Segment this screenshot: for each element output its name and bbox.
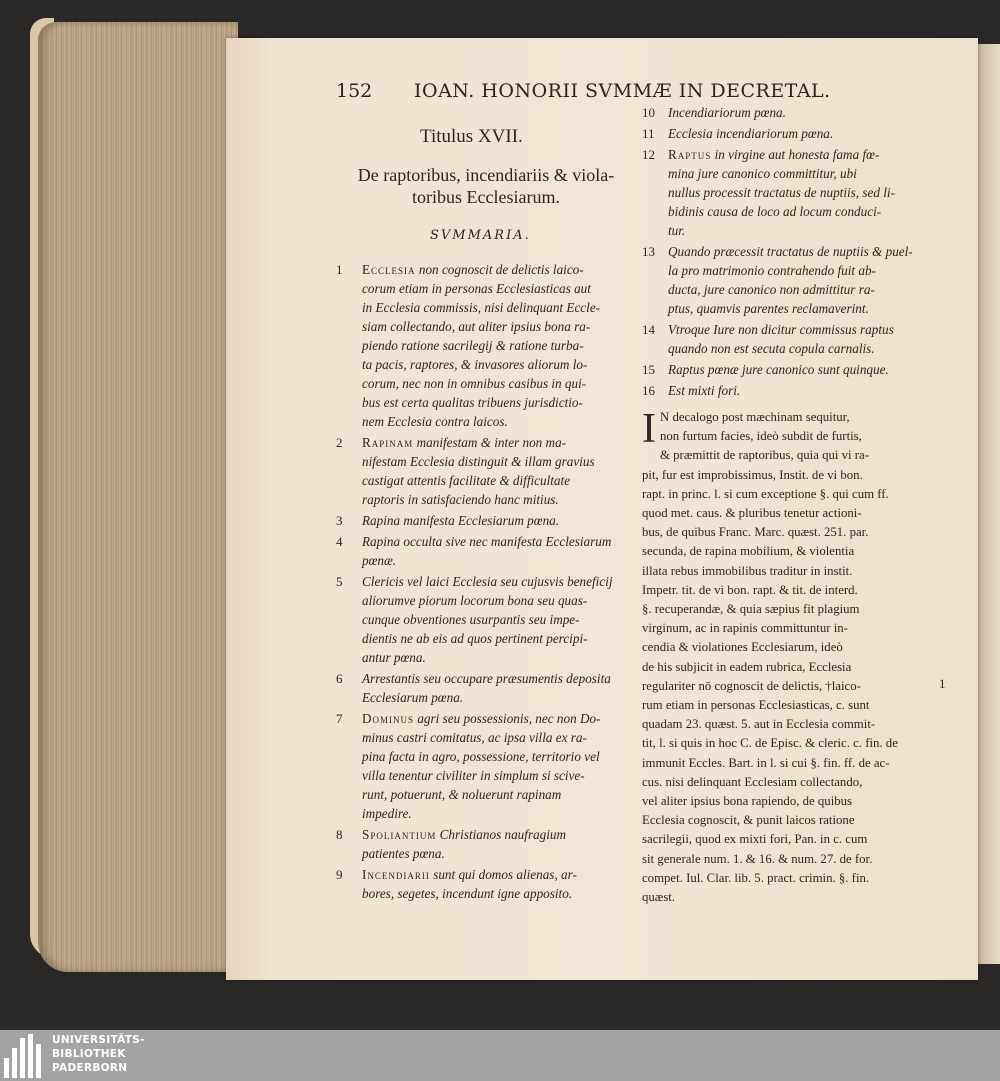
entry-line: ptus, quamvis parentes reclamaverint. xyxy=(668,301,869,316)
library-name-line: BIBLIOTHEK xyxy=(52,1048,126,1060)
entry-line: nullus processit tractatus de nuptiis, sed li- xyxy=(668,185,895,200)
entry-line: raptoris in satisfaciendo hanc mitius. xyxy=(362,492,559,507)
entry-line: piendo ratione sacrilegij & ratione turba- xyxy=(362,338,584,353)
entry-line: Incendiariorum pœna. xyxy=(668,105,786,120)
entry-line xyxy=(362,865,636,884)
entry-line: Arrestantis seu occupare præsumentis deposita xyxy=(362,671,611,686)
summaria-entry xyxy=(642,360,937,379)
entry-line: ta pacis, raptores, & invasores aliorum lo- xyxy=(362,357,588,372)
entry-line xyxy=(362,709,636,728)
entry-line: Rapina manifesta Ecclesiarum pœna. xyxy=(362,513,560,528)
footer-bar xyxy=(0,1030,1000,1081)
body-line: N decalogo post mæchinam sequitur, xyxy=(660,410,850,424)
body-line: sit generale num. 1. & 16. & num. 27. de for. xyxy=(642,851,873,866)
entry-line xyxy=(362,260,636,279)
entry-line: bus est certa qualitas tribuens jurisdictio- xyxy=(362,395,583,410)
entry-line: aliorumve piorum locorum bona seu quas- xyxy=(362,593,588,608)
entry-line xyxy=(668,145,937,164)
entry-line: corum, nec non in omnibus casibus in qui- xyxy=(362,376,587,391)
entry-line: in Ecclesia commissis, nisi delinquant Eccle- xyxy=(362,300,601,315)
summaria-heading: SVMMARIA. xyxy=(430,228,531,243)
entry-line: minus castri comitatus, ac ipsa villa ex ra- xyxy=(362,730,587,745)
entry-text xyxy=(668,103,937,122)
entry-line: Ecclesia incendiariorum pœna. xyxy=(668,126,834,141)
summaria-entry xyxy=(642,242,937,318)
entry-line-text: sunt qui domos alienas, ar- xyxy=(433,867,577,882)
body-line: compet. Iul. Clar. lib. 5. pract. crimin. §. fin. xyxy=(642,870,870,885)
running-head: IOAN. HONORII SVMMÆ IN DECRETAL. xyxy=(414,80,831,102)
entry-number: 10 xyxy=(642,105,655,120)
library-name-line: PADERBORN xyxy=(52,1062,128,1074)
titulus-heading: Titulus XVII. xyxy=(420,126,523,147)
entry-line-text: agri seu possessionis, nec non Do- xyxy=(417,711,601,726)
entry-line: tur. xyxy=(668,223,686,238)
subtitle-line: De raptoribus, incendiariis & viola- xyxy=(357,165,615,185)
entry-line: Quando præcessit tractatus de nuptiis & puel- xyxy=(668,244,913,259)
entry-number: 14 xyxy=(642,322,655,337)
page-number: 152 xyxy=(336,80,373,102)
entry-line: nem Ecclesia contra laicos. xyxy=(362,414,508,429)
entry-text xyxy=(362,669,636,707)
entry-text xyxy=(668,124,937,143)
body-lines xyxy=(642,408,932,907)
entry-line xyxy=(362,825,636,844)
summaria-entry xyxy=(336,825,636,863)
entry-number: 12 xyxy=(642,147,655,162)
entry-line: Clericis vel laici Ecclesia seu cujusvis beneficij xyxy=(362,574,613,589)
body-line: virginum, ac in rapinis committuntur in- xyxy=(642,621,848,636)
entry-line: ducta, jure canonico non admittitur ra- xyxy=(668,282,875,297)
body-line: de his subjicit in eadem rubrica, Ecclesia xyxy=(642,659,852,674)
entry-line-text: non cognoscit de delictis laico- xyxy=(418,262,584,277)
entry-text xyxy=(362,865,636,903)
entry-lead-word: Ecclesia xyxy=(362,262,416,277)
body-line: non furtum facies, ideò subdit de furtis, xyxy=(660,429,862,444)
summaria-entry xyxy=(336,511,636,530)
entry-line: la pro matrimonio contrahendo fuit ab- xyxy=(668,263,876,278)
body-line: quæst. xyxy=(642,890,676,905)
body-line: bus, de quibus Franc. Marc. quæst. 251. par. xyxy=(642,525,869,540)
entry-line: Vtroque Iure non dicitur commissus raptus xyxy=(668,322,894,337)
entry-text xyxy=(668,145,937,240)
summaria-entry xyxy=(642,145,937,240)
summaria-entry xyxy=(336,669,636,707)
entry-number: 16 xyxy=(642,383,655,398)
body-line: immunit Eccles. Bart. in l. si cui §. fin. ff. de ac- xyxy=(642,755,890,770)
entry-text xyxy=(362,433,636,509)
summaria-entry xyxy=(336,532,636,570)
body-line: cus. nisi delinquant Ecclesiam collectando, xyxy=(642,774,863,789)
entry-lead-word: Rapinam xyxy=(362,435,414,450)
body-line: illata rebus immobilibus traditur in instit. xyxy=(642,563,853,578)
entry-line: villa tenentur civiliter in simplum si scive- xyxy=(362,768,585,783)
entry-line: impedire. xyxy=(362,806,412,821)
entry-line: patientes pœna. xyxy=(362,846,445,861)
body-line: §. recuperandæ, & quia sæpius fit plagium xyxy=(642,602,860,617)
entry-line: Rapina occulta sive nec manifesta Ecclesiarum xyxy=(362,534,612,549)
body-line: rapt. in princ. l. si cum exceptione §. qui cum ff. xyxy=(642,486,889,501)
entry-line: Raptus pœnæ jure canonico sunt quinque. xyxy=(668,362,889,377)
body-line: secunda, de rapina mobilium, & violentia xyxy=(642,544,855,559)
summaria-entry xyxy=(336,260,636,431)
entry-lead-word: Dominus xyxy=(362,711,415,726)
summaria-entry xyxy=(336,572,636,667)
library-name xyxy=(52,1033,145,1075)
entry-line-text: manifestam & inter non ma- xyxy=(416,435,567,450)
entry-line: bores, segetes, incendunt igne apposito. xyxy=(362,886,573,901)
summaria-right-column xyxy=(642,103,937,402)
body-line: sacrilegii, quod ex mixti fori, Pan. in c. cum xyxy=(642,832,868,847)
entry-text xyxy=(362,825,636,863)
body-line: & præmittit de raptoribus, quia qui vi ra- xyxy=(660,448,869,463)
entry-line: castigat attentis facilitate & difficultate xyxy=(362,473,571,488)
entry-line: cunque obventiones usurpantis seu impe- xyxy=(362,612,580,627)
entry-line: Est mixti fori. xyxy=(668,383,741,398)
entry-number: 15 xyxy=(642,362,655,377)
summaria-left-column xyxy=(336,260,636,905)
library-name-line: UNIVERSITÄTS- xyxy=(52,1034,145,1046)
body-line: quadam 23. quæst. 5. aut in Ecclesia commit- xyxy=(642,717,876,732)
entry-number: 3 xyxy=(336,513,343,528)
entry-line: quando non est secuta copula carnalis. xyxy=(668,341,875,356)
entry-text xyxy=(362,709,636,823)
entry-number: 11 xyxy=(642,126,655,141)
summaria-entry xyxy=(642,124,937,143)
summaria-entry xyxy=(642,103,937,122)
body-line: quod met. caus. & pluribus tenetur actioni- xyxy=(642,506,862,521)
library-logo-icon xyxy=(4,1034,48,1078)
entry-line: runt, potuerunt, & noluerunt rapinam xyxy=(362,787,562,802)
entry-number: 2 xyxy=(336,435,343,450)
summaria-entry xyxy=(336,709,636,823)
entry-lead-word: Raptus xyxy=(668,147,712,162)
entry-line: antur pœna. xyxy=(362,650,426,665)
entry-number: 1 xyxy=(336,262,343,277)
entry-line: Ecclesiarum pœna. xyxy=(362,690,464,705)
body-line: tit, l. si quis in hoc C. de Episc. & cleric. c. fin. de xyxy=(642,736,898,751)
body-line: rum etiam in personas Ecclesiasticas, c. sunt xyxy=(642,698,870,713)
entry-lead-word: Spoliantium xyxy=(362,827,437,842)
drop-cap: I xyxy=(642,406,656,452)
subtitle-line: toribus Ecclesiarum. xyxy=(412,187,560,207)
entry-lead-word: Incendiarii xyxy=(362,867,430,882)
body-line: cendia & violationes Ecclesiarum, ideò xyxy=(642,640,843,655)
entry-number: 7 xyxy=(336,711,343,726)
entry-text xyxy=(668,320,937,358)
entry-line: bidinis causa de loco ad locum conduci- xyxy=(668,204,882,219)
entry-line: pina facta in agro, possessione, territorio vel xyxy=(362,749,600,764)
entry-number: 9 xyxy=(336,867,343,882)
entry-number: 4 xyxy=(336,534,343,549)
entry-line-text: in virgine aut honesta fama fœ- xyxy=(714,147,880,162)
summaria-entry xyxy=(336,433,636,509)
entry-text xyxy=(362,511,636,530)
page-stack xyxy=(38,22,238,972)
body-text xyxy=(642,408,932,907)
body-line: regulariter nō cognoscit de delictis, †laico- xyxy=(642,678,861,693)
entry-line: pœnæ. xyxy=(362,553,397,568)
entry-text xyxy=(668,242,937,318)
right-page-edge xyxy=(978,44,1000,964)
entry-text xyxy=(362,532,636,570)
entry-line-text: Christianos naufragium xyxy=(439,827,567,842)
entry-text xyxy=(668,360,937,379)
entry-line: nifestam Ecclesia distinguit & illam gravius xyxy=(362,454,595,469)
summaria-entry xyxy=(336,865,636,903)
entry-line: mina jure canonico committitur, ubi xyxy=(668,166,857,181)
entry-number: 8 xyxy=(336,827,343,842)
entry-line xyxy=(362,433,636,452)
summaria-entry xyxy=(642,320,937,358)
title-subtitle xyxy=(336,164,636,208)
entry-line: corum etiam in personas Ecclesiasticas aut xyxy=(362,281,591,296)
margin-number: 1 xyxy=(939,676,946,691)
entry-text xyxy=(362,572,636,667)
body-line: pit, fur est improbissimus, Instit. de vi bon. xyxy=(642,467,863,482)
entry-text xyxy=(362,260,636,431)
entry-number: 5 xyxy=(336,574,343,589)
entry-number: 6 xyxy=(336,671,343,686)
entry-line: siam collectando, aut aliter ipsius bona ra- xyxy=(362,319,591,334)
entry-number: 13 xyxy=(642,244,655,259)
summaria-entry xyxy=(642,381,937,400)
body-line: Ecclesia cognoscit, & punit laicos ratione xyxy=(642,813,855,828)
entry-text xyxy=(668,381,937,400)
body-line: Impetr. tit. de vi bon. rapt. & tit. de interd. xyxy=(642,582,858,597)
entry-line: dientis ne ab eis ad quos pertinent percipi- xyxy=(362,631,588,646)
body-line: vel aliter ipsius bona rapiendo, de quibus xyxy=(642,794,853,809)
